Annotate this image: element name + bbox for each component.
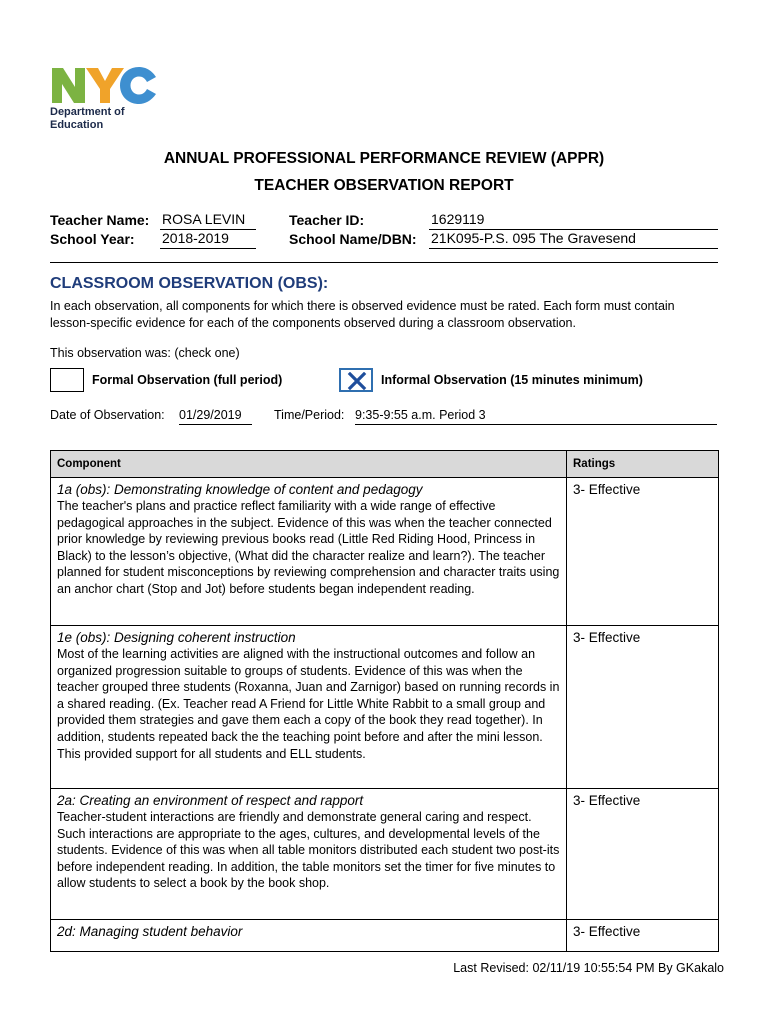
teacher-name-field: ROSA LEVIN xyxy=(160,212,256,230)
table-header-row xyxy=(51,451,719,478)
formal-observation-label: Formal Observation (full period) xyxy=(92,373,283,387)
component-evidence: The teacher's plans and practice reflect familiarity with a wide range of effective pedagogical approaches in the subject. Evidence of this was when the teacher connected prior knowledge by reviewing previous books read (Little Red Riding Hood, Princess in Black) to the lesson’s objective, (What did the character realize and learn?). The teacher planned for student misconceptions by reviewing comprehension and character traits using an anchor chart (Stop and Jot) before students began independent reading. xyxy=(57,499,560,596)
table-row xyxy=(51,789,719,920)
rating-cell xyxy=(567,626,719,789)
teacher-id-label: Teacher ID: xyxy=(289,212,365,228)
component-title: 2d: Managing student behavior xyxy=(57,924,243,939)
nyc-wordmark-icon xyxy=(50,65,158,105)
table-row xyxy=(51,626,719,789)
teacher-name-label: Teacher Name: xyxy=(50,212,150,228)
formal-observation-checkbox[interactable] xyxy=(50,368,84,392)
component-title: 1e (obs): Designing coherent instruction xyxy=(57,630,296,645)
rating-cell xyxy=(567,920,719,952)
component-title: 1a (obs): Demonstrating knowledge of content and pedagogy xyxy=(57,482,423,497)
check-x-icon xyxy=(347,372,367,390)
component-cell xyxy=(51,626,567,789)
teacher-id-field: 1629119 xyxy=(429,212,718,230)
school-name-field: 21K095-P.S. 095 The Gravesend xyxy=(429,231,718,249)
section-title: CLASSROOM OBSERVATION (OBS): xyxy=(50,275,329,292)
time-field: 9:35-9:55 a.m. Period 3 xyxy=(355,408,717,425)
time-label: Time/Period: xyxy=(274,408,345,422)
rating-value: 3- Effective xyxy=(573,630,641,645)
component-title: 2a: Creating an environment of respect and rapport xyxy=(57,793,364,808)
rating-value: 3- Effective xyxy=(573,793,641,808)
component-cell xyxy=(51,789,567,920)
nyc-doe-logo xyxy=(50,65,160,135)
table-row xyxy=(51,920,719,952)
observation-table xyxy=(50,450,719,952)
informal-observation-checkbox[interactable] xyxy=(339,368,373,392)
component-evidence: Most of the learning activities are aligned with the instructional outcomes and follow an organized progression suitable to groups of students. Evidence of this was when the teacher grouped three students (Roxanna, Juan and Zarnigor) based on running records in a shared reading. (Ex. Teacher read A Friend for Little White Rabbit to a small group and provided them strategies and gave them each a copy of the book they read together). In addition, students repeated back the the teaching point before and after the mini lesson. This provided support for all students and ELL students. xyxy=(57,647,560,761)
divider xyxy=(50,262,718,263)
date-field: 01/29/2019 xyxy=(179,408,252,425)
logo-line-2: Education xyxy=(50,119,104,131)
rating-cell xyxy=(567,478,719,626)
rating-value: 3- Effective xyxy=(573,482,641,497)
component-cell xyxy=(51,478,567,626)
section-intro: In each observation, all components for which there is observed evidence must be rated. Each form must contain lesson-specific evidence for each of the components observed during a classroom observation. xyxy=(50,299,675,330)
school-year-label: School Year: xyxy=(50,231,135,247)
component-cell xyxy=(51,920,567,952)
rating-value: 3- Effective xyxy=(573,924,641,939)
school-name-label: School Name/DBN: xyxy=(289,231,417,247)
header-ratings: Ratings xyxy=(567,451,719,478)
date-label: Date of Observation: xyxy=(50,408,165,422)
last-revised-footer: Last Revised: 02/11/19 10:55:54 PM By GKakalo xyxy=(453,961,724,975)
logo-line-1: Department of xyxy=(50,106,125,118)
header-component: Component xyxy=(51,451,567,478)
component-evidence: Teacher-student interactions are friendly and demonstrate general caring and respect. Such interactions are appropriate to the ages, cultures, and developmental levels of the students. Evidence of this was when all table monitors distributed each student two post-its before independent reading. In addition, the table monitors set the timer for five minutes to allow students to select a book by the book shop. xyxy=(57,810,560,891)
rating-cell xyxy=(567,789,719,920)
report-title: ANNUAL PROFESSIONAL PERFORMANCE REVIEW (APPR) xyxy=(163,150,605,167)
check-instruction: This observation was: (check one) xyxy=(50,346,240,360)
table-row xyxy=(51,478,719,626)
report-subtitle: TEACHER OBSERVATION REPORT xyxy=(254,177,514,194)
informal-observation-label: Informal Observation (15 minutes minimum) xyxy=(381,373,643,387)
school-year-field: 2018-2019 xyxy=(160,231,256,249)
